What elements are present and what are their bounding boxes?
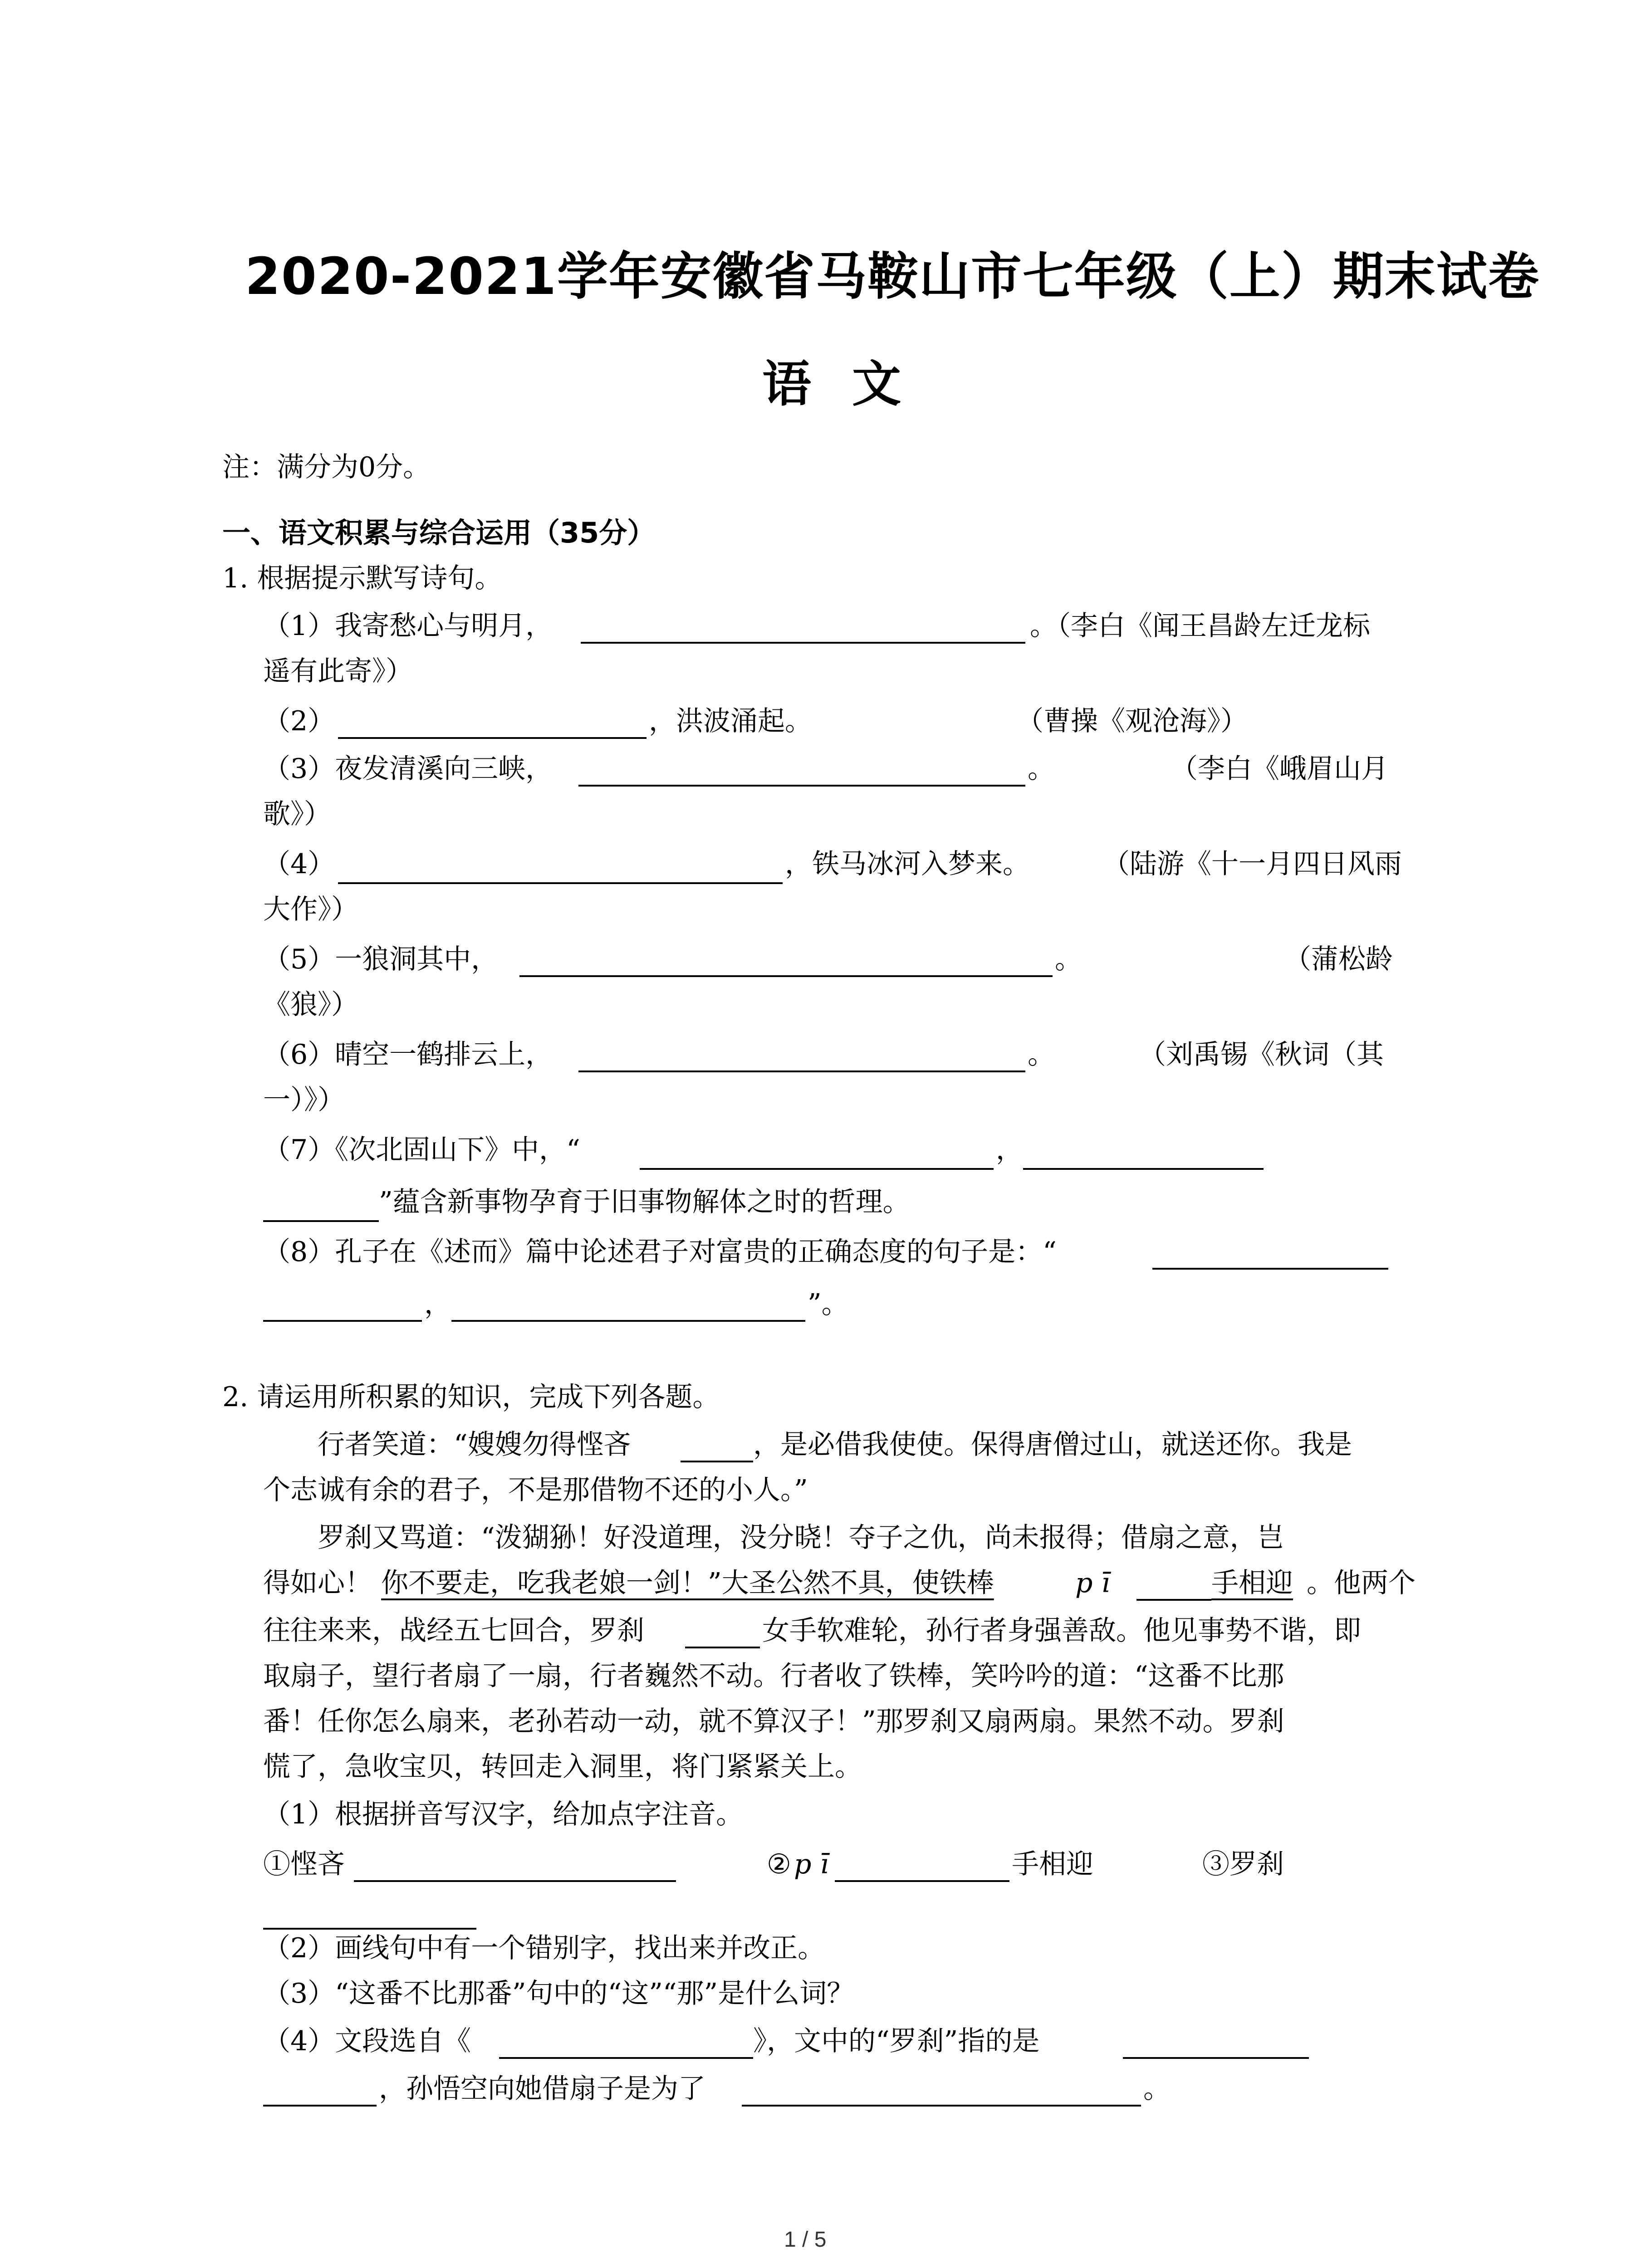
section-heading: 一、语文积累与综合运用（35分） bbox=[222, 516, 656, 549]
answer-blank[interactable] bbox=[499, 2057, 753, 2059]
subq-3: （3）“这番不比那番”句中的“这”“那”是什么词？ bbox=[263, 1978, 854, 2009]
subq-1-option-2-label: ② bbox=[767, 1848, 791, 1880]
answer-blank[interactable] bbox=[338, 882, 783, 884]
passage-p2-c1: 往往来来，战经五七回合，罗刹 bbox=[263, 1615, 644, 1647]
q1-item2-source: （曹操《观沧海》） bbox=[1016, 705, 1248, 737]
answer-blank[interactable] bbox=[263, 2105, 377, 2107]
passage-p2-b1: 得如心！ bbox=[263, 1567, 372, 1599]
q1-item2-text: ，洪波涌起。 bbox=[649, 705, 812, 737]
q1-item5-text: （5）一狼洞其中， bbox=[263, 943, 499, 975]
q1-item5-source: （蒲松龄 bbox=[1284, 943, 1393, 975]
passage-p2-a: 罗刹又骂道：“泼猢狲！好没道理，没分晓！夺子之仇，尚未报得；借扇之意，岂 bbox=[318, 1522, 1284, 1554]
answer-blank[interactable] bbox=[263, 1320, 422, 1322]
question-2-stem: 2. 请运用所积累的知识，完成下列各题。 bbox=[222, 1381, 720, 1413]
answer-blank[interactable] bbox=[578, 1070, 1025, 1072]
q1-item3-end: 。 bbox=[1028, 753, 1055, 785]
q1-item4-source-cont: 大作》） bbox=[263, 894, 358, 925]
subq-4-text-b: 》，文中的“罗刹”指的是 bbox=[753, 2025, 1040, 2057]
answer-blank[interactable] bbox=[338, 737, 647, 739]
q1-item8-text: （8）孔子在《述而》篇中论述君子对富贵的正确态度的句子是：“ bbox=[263, 1236, 1057, 1268]
answer-blank[interactable] bbox=[1136, 1599, 1211, 1601]
exam-subject: 语文 bbox=[762, 356, 942, 413]
subq-4-text: （4）文段选自《 bbox=[263, 2025, 471, 2057]
q1-item6-source-cont: 一）》） bbox=[263, 1084, 345, 1116]
passage-p1-c: 个志诚有余的君子，不是那借物不还的小人。” bbox=[263, 1474, 808, 1506]
subq-4-text-c: ，孙悟空向她借扇子是为了 bbox=[379, 2073, 705, 2105]
answer-blank[interactable] bbox=[681, 1461, 753, 1462]
passage-p1-a: 行者笑道：“嫂嫂勿得悭吝 bbox=[318, 1429, 631, 1461]
passage-p2-b5: 。他两个 bbox=[1307, 1567, 1416, 1599]
answer-blank[interactable] bbox=[742, 2105, 1141, 2107]
answer-blank[interactable] bbox=[640, 1168, 994, 1170]
q1-item6-text: （6）晴空一鹤排云上， bbox=[263, 1039, 553, 1070]
q1-item7-text: （7）《次北固山下》中，“ bbox=[263, 1134, 580, 1166]
question-1-stem: 1. 根据提示默写诗句。 bbox=[222, 562, 502, 594]
exam-title: 2020-2021学年安徽省马鞍山市七年级（上）期末试卷 bbox=[245, 247, 1540, 306]
q1-item6-end: 。 bbox=[1028, 1039, 1055, 1070]
q1-item7-comma: ， bbox=[996, 1134, 1023, 1166]
q1-item8-end: ”。 bbox=[808, 1288, 849, 1320]
q1-item2-label: （2） bbox=[263, 705, 335, 737]
underlined-sentence-end: 手相迎 bbox=[1211, 1567, 1293, 1599]
answer-blank[interactable] bbox=[354, 1880, 676, 1882]
q1-item3-text: （3）夜发清溪向三峡， bbox=[263, 753, 553, 785]
q1-item7-meaning: ”蕴含新事物孕育于旧事物解体之时的哲理。 bbox=[379, 1186, 910, 1218]
answer-blank[interactable] bbox=[685, 1647, 760, 1648]
subq-4-end: 。 bbox=[1143, 2073, 1171, 2105]
q1-item5-end: 。 bbox=[1055, 943, 1082, 975]
subq-1-option-2-text: 手相迎 bbox=[1012, 1848, 1093, 1880]
answer-blank[interactable] bbox=[1023, 1168, 1264, 1170]
q1-item5-source-cont: 《狼》） bbox=[263, 989, 358, 1021]
q1-item1-source-cont: 遥有此寄》） bbox=[263, 655, 413, 687]
score-note: 注：满分为0分。 bbox=[222, 451, 431, 483]
answer-blank[interactable] bbox=[263, 1220, 379, 1222]
subq-1-option-2-pinyin: p ī bbox=[794, 1848, 829, 1880]
page-number: 1 / 5 bbox=[784, 2228, 827, 2252]
answer-blank[interactable] bbox=[581, 642, 1025, 644]
answer-blank[interactable] bbox=[1152, 1268, 1388, 1270]
answer-blank[interactable] bbox=[451, 1320, 805, 1322]
q1-item3-source: （李白《峨眉山月 bbox=[1171, 753, 1388, 785]
q1-item8-comma: ， bbox=[424, 1288, 451, 1320]
q1-item4-text: ，铁马冰河入梦来。 bbox=[785, 848, 1030, 880]
subq-2: （2）画线句中有一个错别字，找出来并改正。 bbox=[263, 1932, 825, 1964]
passage-p2-f: 慌了，急收宝贝，转回走入洞里，将门紧紧关上。 bbox=[263, 1751, 862, 1783]
passage-p2-d: 取扇子，望行者扇了一扇，行者巍然不动。行者收了铁棒，笑吟吟的道：“这番不比那 bbox=[263, 1660, 1284, 1692]
answer-blank[interactable] bbox=[835, 1880, 1009, 1882]
q1-item1-text: （1）我寄愁心与明月， bbox=[263, 610, 553, 642]
pinyin-pi: p ī bbox=[1075, 1567, 1110, 1599]
subq-1-option-1: ①悭吝 bbox=[263, 1848, 345, 1880]
underlined-sentence: 你不要走，吃我老娘一剑！”大圣公然不具，使铁棒 bbox=[381, 1567, 994, 1599]
passage-p2-c2: 女手软难轮，孙行者身强善敌。他见事势不谐，即 bbox=[762, 1615, 1361, 1647]
q1-item3-source-cont: 歌》） bbox=[263, 798, 331, 830]
passage-p1-b: ，是必借我使使。保得唐僧过山，就送还你。我是 bbox=[753, 1429, 1352, 1461]
q1-item4-label: （4） bbox=[263, 848, 335, 880]
q1-item6-source: （刘禹锡《秋词（其 bbox=[1139, 1039, 1384, 1070]
answer-blank[interactable] bbox=[263, 1928, 476, 1930]
q1-item1-source: 。（李白《闻王昌龄左迁龙标 bbox=[1030, 610, 1370, 642]
subq-1-option-3: ③罗刹 bbox=[1202, 1848, 1284, 1880]
answer-blank[interactable] bbox=[519, 975, 1053, 977]
answer-blank[interactable] bbox=[1123, 2057, 1309, 2059]
passage-p2-e: 番！任你怎么扇来，老孙若动一动，就不算汉子！”那罗刹又扇两扇。果然不动。罗刹 bbox=[263, 1706, 1284, 1737]
subq-1: （1）根据拼音写汉字，给加点字注音。 bbox=[263, 1799, 744, 1830]
answer-blank[interactable] bbox=[578, 785, 1025, 787]
q1-item4-source: （陆游《十一月四日风雨 bbox=[1102, 848, 1402, 880]
